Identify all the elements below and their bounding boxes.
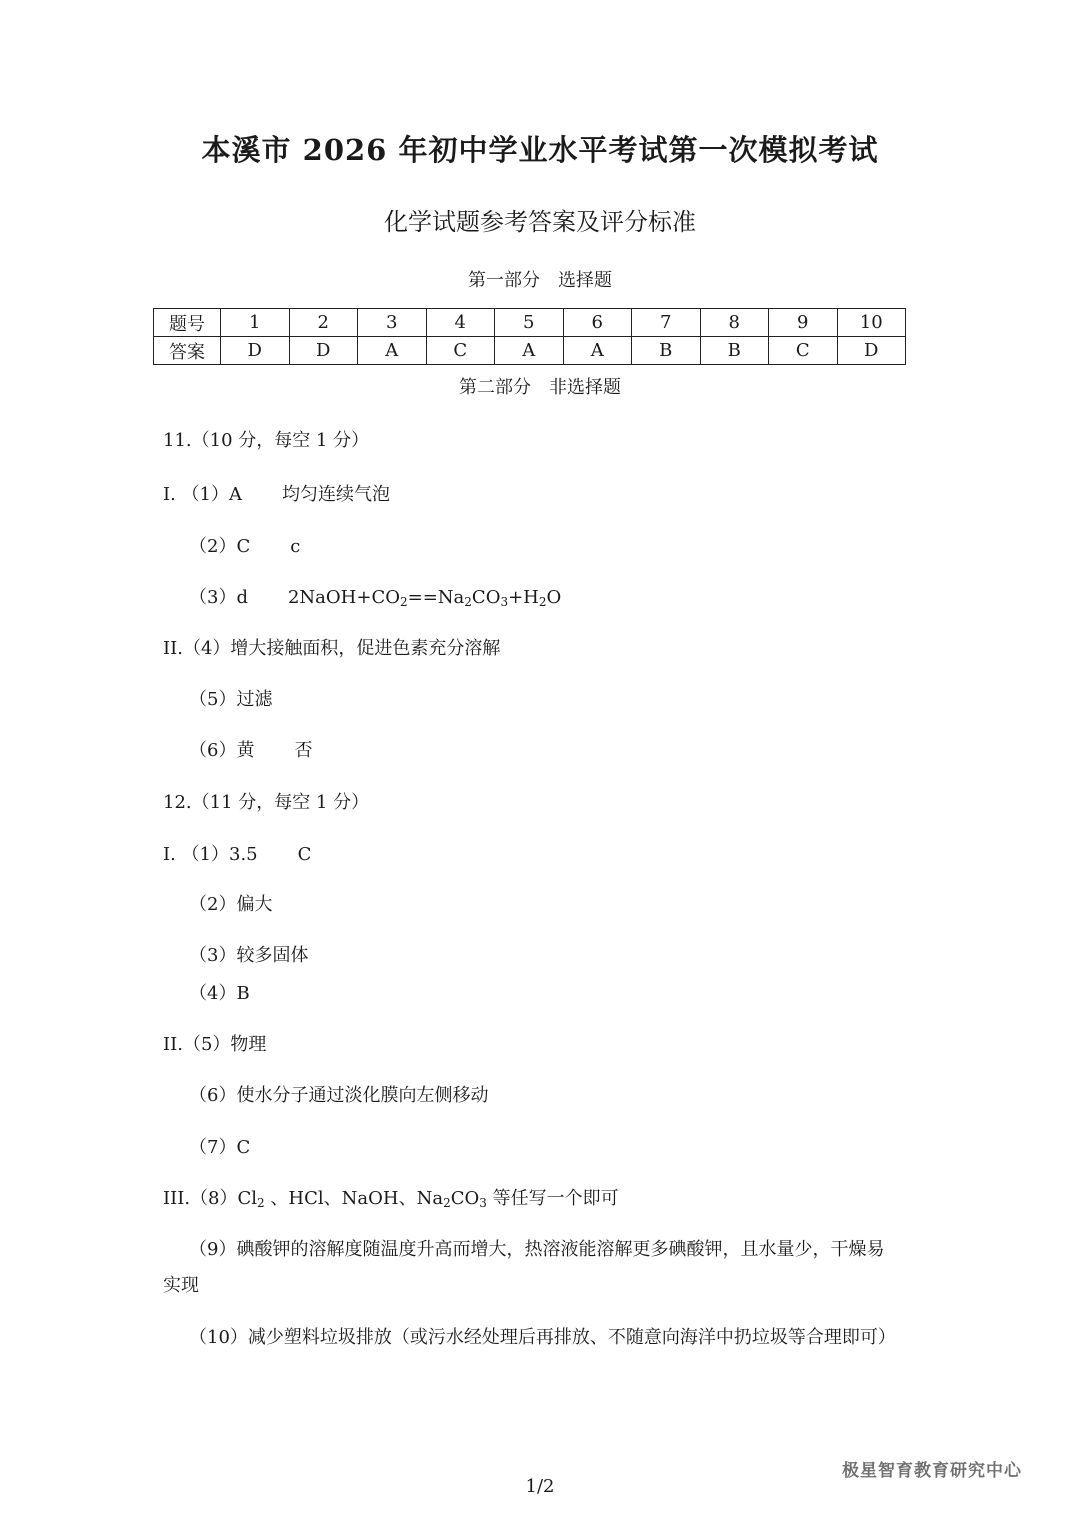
answer-row [154,337,906,365]
question-number: 7 [632,309,701,337]
eq-part: O [546,587,562,608]
answer-cell: B [632,337,701,365]
formula-part: III.（8）Cl [163,1188,258,1209]
q12-item-4: （4）B [189,983,250,1004]
q12-item-3: （3）较多固体 [189,945,309,966]
q12-item-9-line1: （9）碘酸钾的溶解度随温度升高而增大，热溶液能溶解更多碘酸钾，且水量少，干燥易 [189,1239,885,1260]
q11-item-6 [189,736,312,762]
answer-cell: A [495,337,564,365]
question-number: 10 [837,309,906,337]
question-number: 1 [221,309,290,337]
q12-item-9-line2: 实现 [163,1275,199,1296]
page-title: 本溪市 2026 年初中学业水平考试第一次模拟考试 [201,133,879,167]
q11-6-answer-a: （6）黄 [189,740,255,761]
eq-sub: 2 [399,595,408,609]
answer-cell: B [700,337,769,365]
formula-sub: 2 [257,1196,265,1210]
q11-6-answer-b: 否 [294,740,313,761]
page-number: 1/2 [525,1476,555,1497]
q12-header: 12.（11 分，每空 1 分） [163,792,370,813]
formula-part: 等任写一个即可 [486,1188,619,1209]
q12-1-answer-b: C [297,844,312,865]
eq-sub: 3 [500,595,509,609]
answer-cell: A [563,337,632,365]
q12-item-1 [163,840,311,866]
part2-heading: 第二部分 非选择题 [459,377,621,398]
eq-part: ==Na [407,587,465,608]
q11-item-4: II.（4）增大接触面积，促进色素充分溶解 [163,638,501,659]
q11-item-1 [163,480,390,506]
answer-cell: D [221,337,290,365]
q12-item-10: （10）减少塑料垃圾排放（或污水经处理后再排放、不随意向海洋中扔垃圾等合理即可） [189,1327,896,1348]
formula-part: CO [450,1188,480,1209]
answer-cell: C [426,337,495,365]
eq-sub: 2 [538,595,547,609]
eq-sub: 2 [464,595,472,609]
answer-cell: D [289,337,358,365]
question-number: 3 [358,309,427,337]
q11-1-answer-b: 均匀连续气泡 [282,484,391,505]
question-number: 6 [563,309,632,337]
q11-3-answer-a: （3）d [189,587,248,608]
formula-sub: 2 [443,1196,451,1210]
q12-item-5: II.（5）物理 [163,1034,267,1055]
question-number-row [154,309,906,337]
row-label-question: 题号 [154,309,221,337]
answer-cell: D [837,337,906,365]
formula-sub: 3 [479,1196,487,1210]
q12-item-8 [163,1184,619,1210]
part1-heading: 第一部分 选择题 [468,270,612,291]
chemical-equation [288,587,561,608]
question-number: 2 [289,309,358,337]
q11-2-answer-a: （2）C [189,536,251,557]
q11-header: 11.（10 分，每空 1 分） [163,430,370,451]
question-number: 5 [495,309,564,337]
row-label-answer: 答案 [154,337,221,365]
q12-item-6: （6）使水分子通过淡化膜向左侧移动 [189,1085,489,1106]
question-number: 9 [769,309,838,337]
answer-table [153,308,906,365]
q12-1-answer-a: I. （1）3.5 [163,844,258,865]
eq-part: 2NaOH+CO [287,587,400,608]
q12-item-2: （2）偏大 [189,894,273,915]
page-subtitle: 化学试题参考答案及评分标准 [384,208,696,236]
q11-item-5: （5）过滤 [189,689,273,710]
eq-part: +H [508,587,539,608]
q11-item-3 [189,583,561,609]
question-number: 8 [700,309,769,337]
q11-item-2 [189,532,300,558]
formula-part: 、HCl、NaOH、Na [264,1188,444,1209]
question-number: 4 [426,309,495,337]
answer-cell: A [358,337,427,365]
q12-item-7: （7）C [189,1137,251,1158]
q11-1-answer-a: I. （1）A [163,484,243,505]
eq-part: CO [471,587,501,608]
answer-cell: C [769,337,838,365]
watermark: 极星智育教育研究中心 [842,1461,1022,1481]
q11-2-answer-b: c [290,536,301,557]
